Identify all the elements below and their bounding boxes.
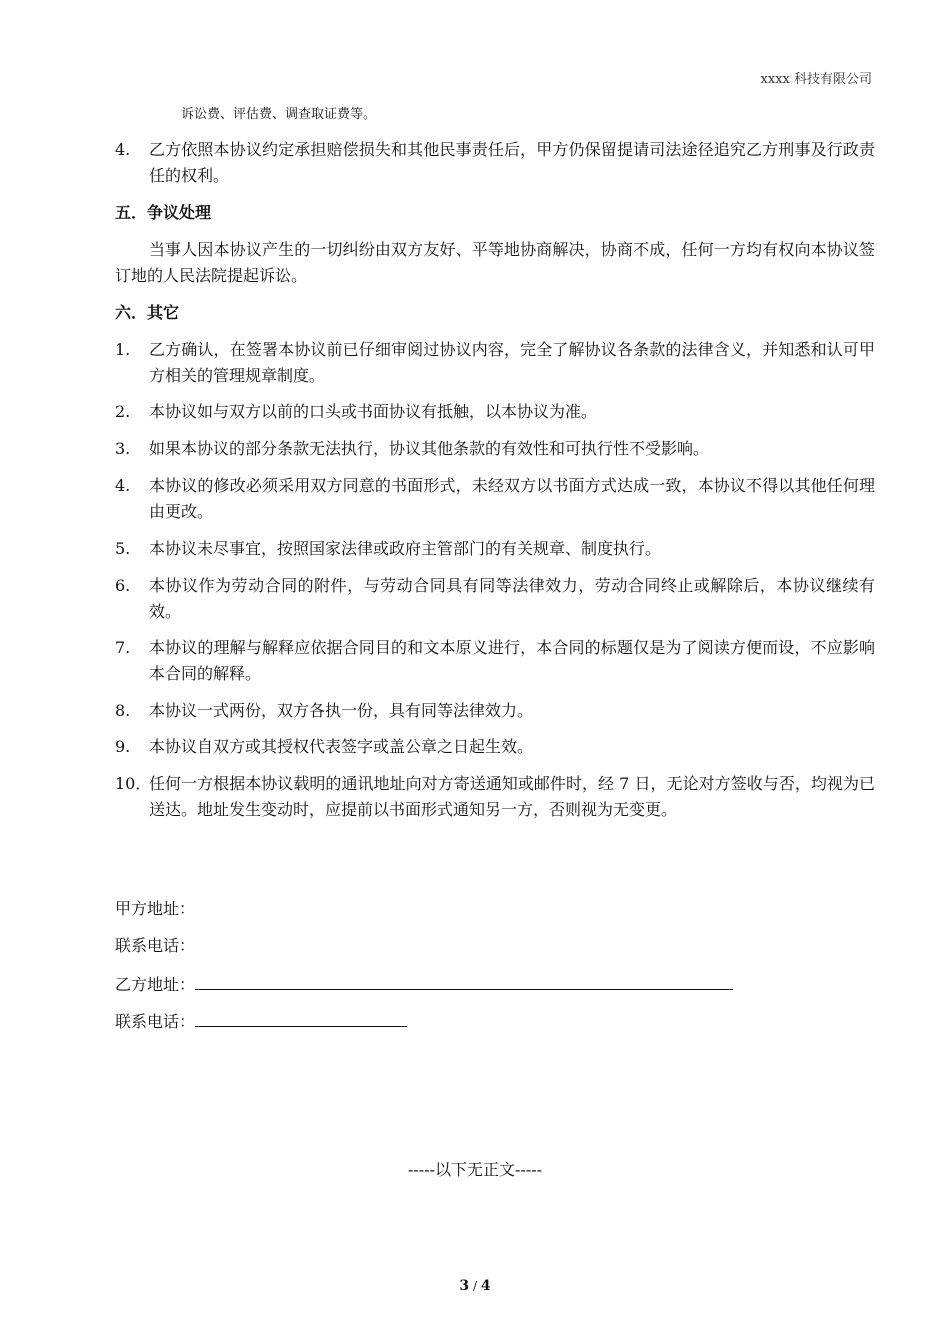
item-number: 5.	[115, 539, 131, 558]
item-text: 任何一方根据本协议载明的通讯地址向对方寄送通知或邮件时，经 7 日，无论对方签收与否，均视为已送达。地址发生变动时，应提前以书面形式通知另一方，否则视为无变更。	[149, 774, 875, 819]
item-text: 本协议的修改必须采用双方同意的书面形式，未经双方以书面方式达成一致，本协议不得以其他任何理由更改。	[149, 476, 875, 521]
page-total: 4	[480, 1278, 491, 1294]
item-number: 3.	[115, 439, 131, 458]
item-text: 本协议作为劳动合同的附件，与劳动合同具有同等法律效力，劳动合同终止或解除后，本协议继续有效。	[149, 576, 875, 621]
list-item	[115, 473, 875, 525]
list-item	[115, 698, 875, 724]
party-b-address-row	[115, 971, 733, 997]
item-text: 本协议未尽事宜，按照国家法律或政府主管部门的有关规章、制度执行。	[149, 539, 662, 558]
party-b-phone-row	[115, 1008, 407, 1034]
list-item	[115, 573, 875, 625]
party-b-address-blank[interactable]	[195, 971, 733, 990]
list-item	[115, 635, 875, 687]
party-b-address-label: 乙方地址：	[115, 975, 196, 994]
list-item	[115, 771, 875, 823]
list-item	[115, 436, 875, 462]
party-a-address-label: 甲方地址：	[115, 899, 196, 918]
header-company-name: xxxx 科技有限公司	[760, 72, 872, 87]
party-b-phone-blank[interactable]	[195, 1008, 407, 1027]
item-text: 乙方依照本协议约定承担赔偿损失和其他民事责任后，甲方仍保留提请司法途径追究乙方刑事及行政责任的权利。	[149, 140, 875, 185]
item-text: 如果本协议的部分条款无法执行，协议其他条款的有效性和可执行性不受影响。	[149, 439, 710, 458]
list-item	[115, 337, 875, 389]
item-text: 本协议自双方或其授权代表签字或盖公章之日起生效。	[149, 737, 534, 756]
page-separator: /	[469, 1279, 481, 1293]
item-text: 本协议的理解与解释应依据合同目的和文本原义进行，本合同的标题仅是为了阅读方便而设，不应影响本合同的解释。	[149, 638, 875, 683]
section5-paragraph: 当事人因本协议产生的一切纠纷由双方友好、平等地协商解决，协商不成，任何一方均有权向本协议签订地的人民法院提起诉讼。	[115, 240, 875, 285]
item-number: 8.	[115, 701, 131, 720]
item-number: 7.	[115, 638, 131, 657]
item-number: 9.	[115, 737, 131, 756]
item-number: 6.	[115, 576, 131, 595]
item-text: 本协议如与双方以前的口头或书面协议有抵触，以本协议为准。	[149, 402, 598, 421]
party-b-phone-label: 联系电话：	[115, 1012, 196, 1031]
page-number	[0, 1278, 950, 1294]
party-a-phone-row	[115, 934, 195, 958]
party-a-address-row	[115, 897, 195, 921]
item-number: 4.	[115, 140, 131, 159]
continued-text: 诉讼费、评估费、调查取证费等。	[181, 107, 377, 122]
end-of-text-note: -----以下无正文-----	[407, 1160, 543, 1179]
item-number: 4.	[115, 476, 131, 495]
section4-item	[115, 137, 875, 189]
list-item	[115, 734, 875, 760]
item-text: 本协议一式两份，双方各执一份，具有同等法律效力。	[149, 701, 534, 720]
item-number: 2.	[115, 402, 131, 421]
section6-heading: 六．其它	[115, 303, 180, 322]
page-current: 3	[459, 1278, 470, 1294]
section5-heading: 五．争议处理	[115, 203, 212, 222]
party-a-phone-label: 联系电话：	[115, 936, 196, 955]
item-text: 乙方确认，在签署本协议前已仔细审阅过协议内容，完全了解协议各条款的法律含义，并知悉和认可甲方相关的管理规章制度。	[149, 340, 875, 385]
item-number: 1.	[115, 340, 131, 359]
item-number: 10．	[115, 774, 152, 793]
list-item	[115, 536, 875, 562]
list-item	[115, 399, 875, 425]
